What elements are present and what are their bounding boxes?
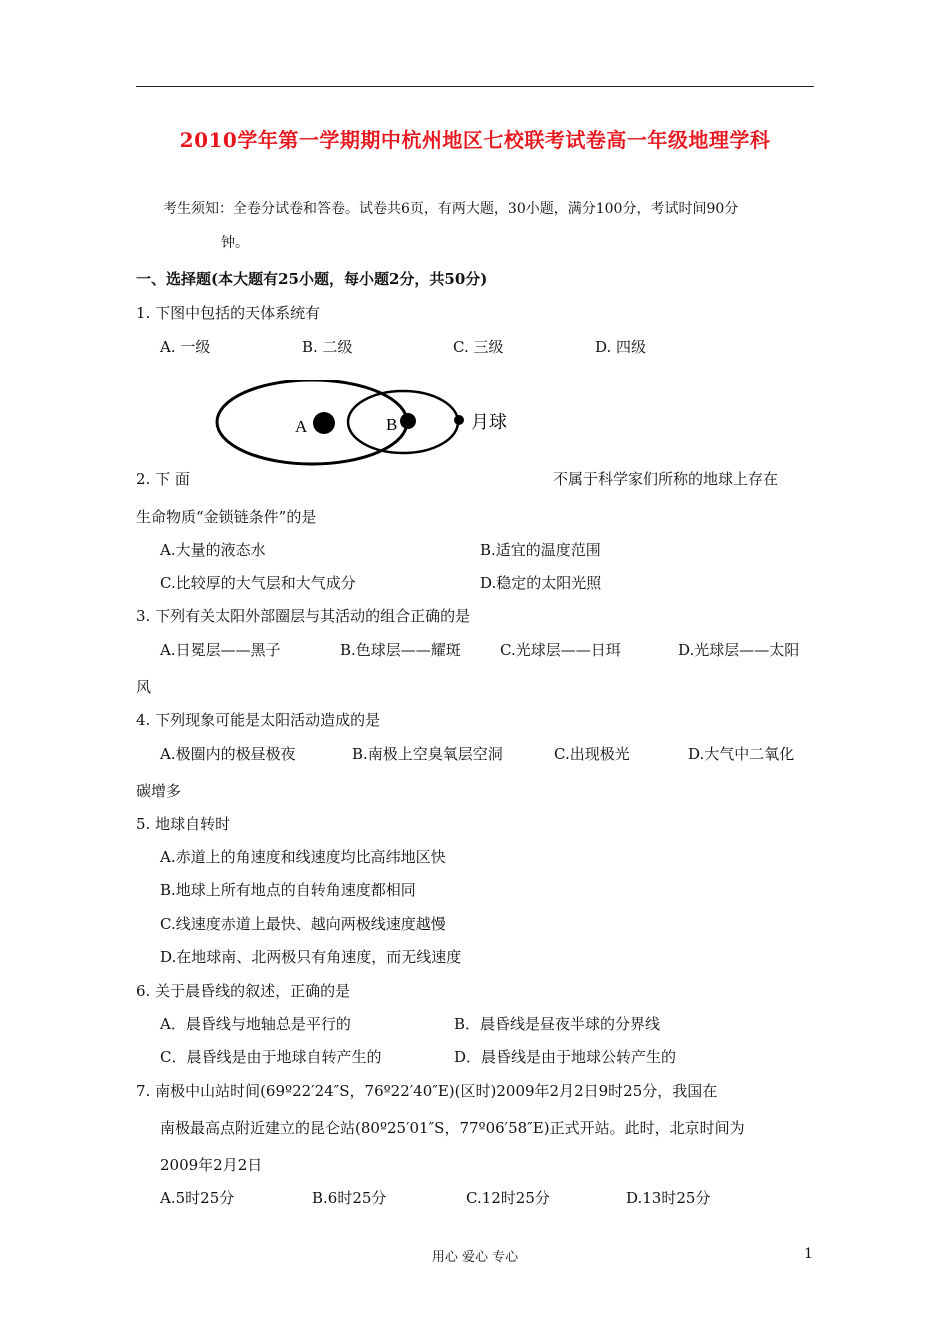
q3-stem: 3. 下列有关太阳外部圈层与其活动的组合正确的是 [136, 607, 471, 625]
q3-option-b: B.色球层——耀斑 [340, 641, 461, 659]
q2-stem-left: 2. 下 面 [136, 470, 190, 488]
q1-option-c: C. 三级 [453, 338, 504, 356]
q6-option-d: D．晨昏线是由于地球公转产生的 [454, 1048, 677, 1066]
q4-cont: 碳增多 [136, 782, 182, 800]
q2-option-b: B.适宜的温度范围 [480, 541, 601, 559]
q3-option-c: C.光球层——日珥 [500, 641, 621, 659]
q5-option-d: D.在地球南、北两极只有角速度，而无线速度 [160, 948, 462, 966]
q1-option-d: D. 四级 [595, 338, 647, 356]
q5-option-b: B.地球上所有地点的自转角速度都相同 [160, 881, 416, 899]
q7-stem-3: 2009年2月2日 [160, 1156, 263, 1174]
q2-option-a: A.大量的液态水 [160, 541, 266, 559]
label-b: B [386, 415, 398, 434]
q6-option-c: C．晨昏线是由于地球自转产生的 [160, 1048, 382, 1066]
q4-option-d: D.大气中二氧化 [688, 745, 795, 763]
q1-option-a: A. 一级 [160, 338, 211, 356]
body-b-dot [400, 413, 416, 429]
q4-option-a: A.极圈内的极昼极夜 [160, 745, 296, 763]
q2-option-d: D.稳定的太阳光照 [480, 574, 602, 592]
q2-stem-right: 不属于科学家们所称的地球上存在 [553, 470, 779, 488]
header-rule [136, 86, 814, 87]
section-heading: 一、选择题(本大题有25小题，每小题2分，共50分) [136, 270, 488, 288]
q5-option-a: A.赤道上的角速度和线速度均比高纬地区快 [160, 848, 446, 866]
large-orbit-ellipse [217, 380, 407, 464]
q3-cont: 风 [136, 678, 152, 696]
q7-option-a: A.5时25分 [160, 1189, 235, 1207]
q2-option-c: C.比较厚的大气层和大气成分 [160, 574, 356, 592]
page-number: 1 [804, 1246, 813, 1262]
body-a-dot [313, 412, 335, 434]
q2-stem-cont: 生命物质“金锁链条件”的是 [136, 508, 317, 526]
q7-option-b: B.6时25分 [312, 1189, 387, 1207]
q1-stem: 1. 下图中包括的天体系统有 [136, 304, 321, 322]
label-a: A [295, 417, 308, 436]
q7-option-c: C.12时25分 [466, 1189, 550, 1207]
celestial-system-diagram [215, 380, 525, 470]
notice-line-2: 钟。 [221, 235, 249, 251]
q7-stem-1: 7. 南极中山站时间(69º22′24″S，76º22′40″E)(区时)2009年2月2日9时25分，我国在 [136, 1082, 718, 1100]
q6-stem: 6. 关于晨昏线的叙述，正确的是 [136, 982, 351, 1000]
q1-option-b: B. 二级 [302, 338, 353, 356]
q3-option-d: D.光球层——太阳 [678, 641, 800, 659]
q5-option-c: C.线速度赤道上最快、越向两极线速度越慢 [160, 915, 446, 933]
q4-option-c: C.出现极光 [554, 745, 630, 763]
q6-option-b: B．晨昏线是昼夜半球的分界线 [454, 1015, 661, 1033]
q3-option-a: A.日冕层——黑子 [160, 641, 281, 659]
q6-option-a: A．晨昏线与地轴总是平行的 [160, 1015, 351, 1033]
q7-stem-2: 南极最高点附近建立的昆仑站(80º25′01″S，77º06′58″E)正式开站。此时，北京时间为 [160, 1119, 745, 1137]
q7-option-d: D.13时25分 [626, 1189, 711, 1207]
q4-option-b: B.南极上空臭氧层空洞 [352, 745, 503, 763]
moon-dot [454, 415, 464, 425]
q5-stem: 5. 地球自转时 [136, 815, 231, 833]
exam-title: 2010学年第一学期期中杭州地区七校联考试卷高一年级地理学科 [179, 128, 771, 152]
q4-stem: 4. 下列现象可能是太阳活动造成的是 [136, 711, 381, 729]
notice-line-1: 考生须知：全卷分试卷和答卷。试卷共6页，有两大题，30小题，满分100分，考试时间90分 [163, 201, 739, 217]
page-footer: 用心 爱心 专心 [431, 1250, 519, 1265]
label-moon: 月球 [471, 412, 507, 433]
